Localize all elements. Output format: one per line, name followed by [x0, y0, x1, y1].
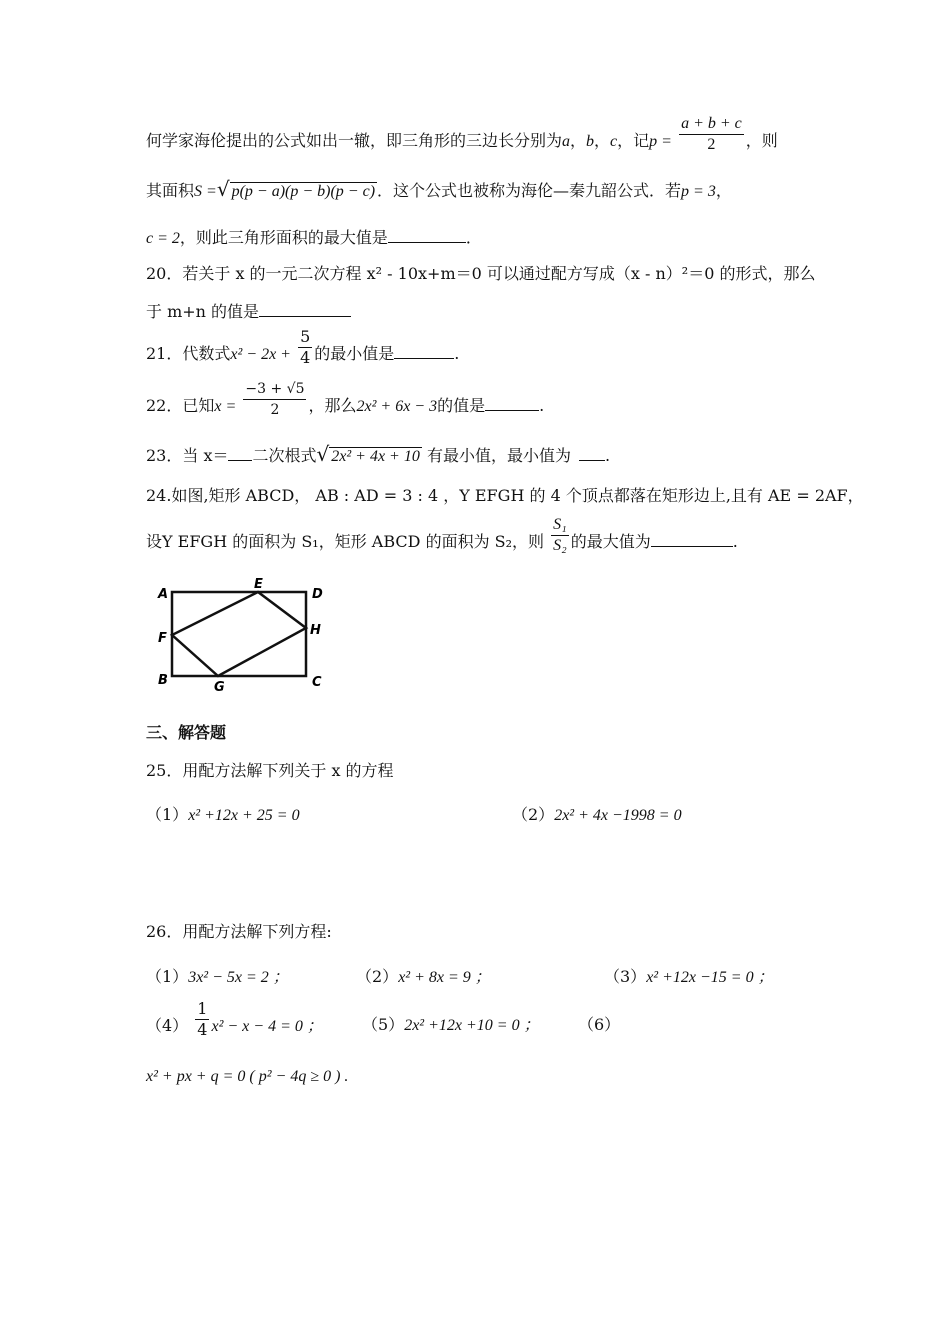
q26-p2: （2）x² + 8x = 9 ； [356, 967, 491, 986]
answer-blank[interactable] [485, 392, 539, 411]
q19-line2: 其面积S =√ p(p − a)(p − b)(p − c) ．这个公式也被称为海伦—秦九韶公式．若p = 3， [146, 177, 732, 201]
label-b: B [158, 673, 168, 688]
label-e: E [254, 578, 263, 592]
radical-sign: √ [316, 442, 330, 466]
label-g: G [214, 680, 225, 695]
p-fraction: $\frac{a + b + c}{2}$ [681, 115, 742, 153]
heron-lhs: S = [194, 183, 217, 200]
q20-line2: 于 m+n 的值是 [146, 298, 351, 324]
q25-stem: 25．用配方法解下列关于 x 的方程 [146, 761, 394, 780]
rectangle-figure [150, 578, 330, 696]
q20-line1: 20．若关于 x 的一元二次方程 x² ‑ 10x+m＝0 可以通过配方写成（x ‑ n）²＝0 的形式，那么 [146, 264, 816, 283]
answer-blank[interactable] [394, 340, 454, 359]
q24-fraction: $\frac{\text{S₁}}{\text{S₂}}$ [553, 516, 567, 554]
q19-line1: 何学家海伦提出的公式如出一辙，即三角形的三边长分别为a，b，c，记p = $\frac{a + b + c}{2}$ ，则 [146, 115, 778, 153]
answer-blank[interactable] [388, 224, 466, 243]
q26-p3: （3）x² +12x −15 = 0 ； [604, 967, 774, 986]
heron-radicand: p(p − a)(p − b)(p − c) [231, 183, 376, 200]
q26-p1: （1）3x² − 5x = 2 ； [146, 967, 289, 986]
var-c: c [610, 133, 618, 150]
q26-p6: x² + px + q = 0 ( p² − 4q ≥ 0 ) . [146, 1068, 349, 1085]
q23: 23．当 x＝ 二次根式√ 2x² + 4x + 10 有最小值，最小值为 . [146, 442, 611, 466]
q22: 22．已知x = $\frac{-3 + √5}{2}$ ，那么2x² + 6x − 3的值是 . [146, 381, 545, 418]
q21: 21．代数式x² − 2x + $\frac{5}{4}$ 的最小值是 . [146, 327, 460, 367]
label-c: C [312, 675, 322, 690]
parallelogram-efgh [172, 592, 306, 676]
q26-p5: （5）2x² +12x +10 = 0 ； [362, 1015, 540, 1034]
section-title: 三、解答题 [146, 723, 227, 742]
var-p: p = [649, 133, 672, 150]
answer-blank-x[interactable] [228, 442, 252, 461]
answer-blank[interactable] [651, 528, 733, 547]
q26-p4: （4） $\frac{1}{4}$ x² − x − 4 = 0 ； [146, 999, 323, 1039]
q19-line3: c = 2，则此三角形面积的最大值是 ． [146, 224, 482, 251]
radical-sign: √ [216, 177, 230, 201]
q19-text: 何学家海伦提出的公式如出一辙，即三角形的三边长分别为 [146, 131, 563, 150]
q19-ji: ，记 [617, 131, 650, 150]
q26-p6-label: （6） [578, 1015, 621, 1034]
var-a: a [562, 133, 571, 150]
label-f: F [158, 631, 167, 646]
q22-fraction: $\frac{-3 + √5}{2}$ [245, 381, 305, 418]
q25-p1: （1）x² +12x + 25 = 0 [146, 805, 300, 824]
var-b: b [586, 133, 595, 150]
q26-stem: 26．用配方法解下列方程: [146, 922, 332, 941]
q24-line1: 24.如图,矩形 ABCD， AB : AD = 3 : 4 ，Y EFGH 的 4 个顶点都落在矩形边上,且有 AE = 2AF， [146, 486, 864, 505]
label-h: H [310, 623, 321, 638]
label-d: D [312, 587, 323, 602]
answer-blank-min[interactable] [579, 442, 605, 461]
q26-p4-fraction: $\frac{1}{4}$ [197, 999, 208, 1039]
q21-fraction: $\frac{5}{4}$ [300, 327, 311, 367]
q24-line2: 设Y EFGH 的面积为 S₁，矩形 ABCD 的面积为 S₂，则 $\frac{\text{S₁}}{\text{S₂}}$ 的最大值为 . [146, 516, 738, 554]
answer-blank[interactable] [259, 298, 351, 317]
label-a: A [158, 587, 169, 602]
q25-p2: （2）2x² + 4x −1998 = 0 [512, 805, 682, 824]
